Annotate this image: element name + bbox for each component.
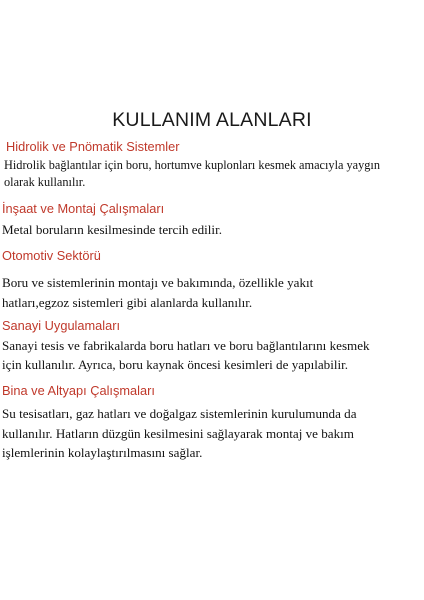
section-heading-construction: İnşaat ve Montaj Çalışmaları bbox=[2, 201, 165, 216]
text-line: Boru ve sistemlerinin montajı ve bakımında, özellikle yakıt bbox=[2, 275, 314, 290]
section-heading-infrastructure: Bina ve Altyapı Çalışmaları bbox=[2, 383, 155, 398]
text-line: Su tesisatları, gaz hatları ve doğalgaz sistemlerinin kurulumunda da bbox=[2, 406, 357, 421]
section-text-industry bbox=[0, 337, 424, 374]
page-title: KULLANIM ALANLARI bbox=[112, 109, 312, 131]
text-line: olarak kullanılır. bbox=[4, 175, 86, 189]
section-text-automotive bbox=[0, 273, 424, 313]
text-line: için kullanılır. Ayrıca, boru kaynak öncesi kesimleri de yapılabilir. bbox=[2, 356, 349, 372]
section-heading-hydraulic: Hidrolik ve Pnömatik Sistemler bbox=[6, 139, 180, 154]
section-text-infrastructure bbox=[0, 404, 424, 463]
text-line: hatları,egzoz sistemleri gibi alanlarda kullanılır. bbox=[2, 295, 253, 310]
section-text-construction bbox=[0, 221, 424, 239]
section-heading-automotive: Otomotiv Sektörü bbox=[2, 248, 101, 263]
text-line: Metal boruların kesilmesinde tercih edilir. bbox=[2, 222, 222, 237]
section-text-hydraulic bbox=[0, 157, 424, 191]
text-line: kullanılır. Hatların düzgün kesilmesini sağlayarak montaj ve bakım bbox=[2, 425, 354, 441]
text-line: Hidrolik bağlantılar için boru, hortumve kuplonları kesmek amacıyla yaygın bbox=[4, 158, 380, 172]
text-line: işlemlerinin kolaylaştırılmasını sağlar. bbox=[2, 445, 203, 460]
text-line: Sanayi tesis ve fabrikalarda boru hatları ve boru bağlantılarını kesmek bbox=[2, 338, 370, 353]
section-heading-industry: Sanayi Uygulamaları bbox=[2, 318, 121, 333]
